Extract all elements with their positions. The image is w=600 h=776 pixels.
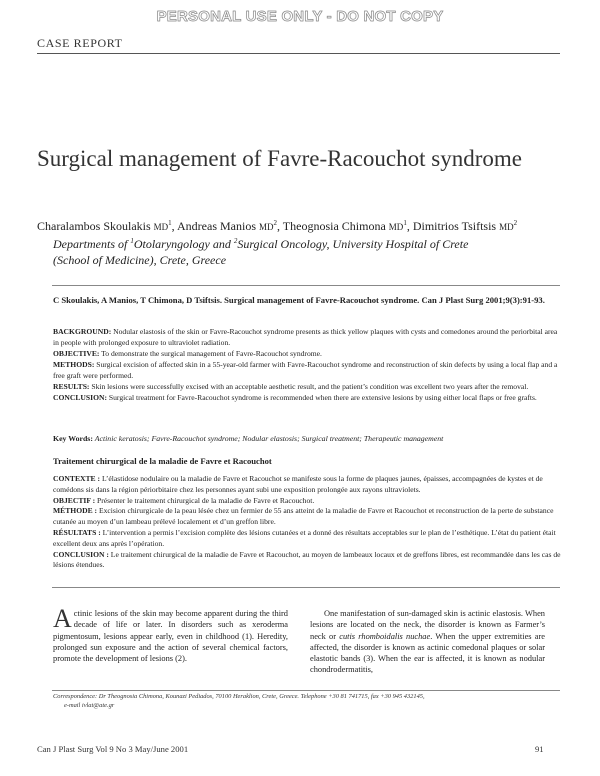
abstract-label: BACKGROUND: bbox=[53, 327, 112, 336]
body-text: One manifestation of sun-damaged skin is actinic elastosis. When lesions are located on the neck, the disorder is known as Farmer’s neck or bbox=[310, 609, 545, 641]
abstract-results bbox=[53, 381, 563, 392]
affiliation bbox=[53, 233, 563, 268]
abstract-text: Skin lesions were successfully excised with an acceptable aesthetic result, and the patient’s condition was excellent two years after the removal. bbox=[89, 382, 529, 391]
footer-journal: Can J Plast Surg Vol 9 No 3 May/June 2001 bbox=[37, 744, 189, 754]
body-text: ctinic lesions of the skin may become apparent during the third decade of life or later. In disorders such as xeroderma pigmentosum, lesions appear early, even in childhood (1). Heredity, prolonged sun exposure and the action of several chemical factors, promote the development of lesions (2). bbox=[53, 609, 288, 664]
author-degree: MD bbox=[153, 222, 169, 232]
author-affil-marker: 2 bbox=[513, 219, 518, 227]
affiliation-dept: Surgical Oncology, University Hospital of Crete bbox=[237, 237, 469, 251]
keywords-text: Actinic keratosis; Favre-Racouchot syndrome; Nodular elastosis; Surgical treatment; Therapeutic management bbox=[92, 434, 444, 443]
author-name: , Andreas Manios bbox=[171, 219, 256, 233]
body-text: . When the upper extremities are affected, the disorder is known as actinic comedonal plaques or solar elastotic bands (3). When the ear is affected, it is known as nodular chondrodermatitis, bbox=[310, 631, 545, 675]
abstract-objective bbox=[53, 348, 563, 359]
author-degree: MD bbox=[259, 222, 274, 232]
abstract-methods bbox=[53, 359, 563, 381]
abstract-label: METHODS: bbox=[53, 360, 95, 369]
author-name: Charalambos Skoulakis bbox=[37, 219, 151, 233]
fr-text: Présenter le traitement chirurgical de la maladie de Favre et Racouchot. bbox=[95, 495, 315, 505]
author-affil-marker: 1 bbox=[168, 219, 172, 227]
correspondence-rule bbox=[52, 690, 560, 691]
abstract-label: OBJECTIVE: bbox=[53, 349, 100, 358]
fr-text: L’élastidose nodulaire ou la maladie de Favre et Racouchot se manifeste sous la forme de plaques jaunes, épaisses, accompagnées de kystes et de comédons sis dans la région périorbitaire chez les personnes ayant subi une exposition prolongée aux rayons ultraviolets. bbox=[53, 474, 543, 494]
body-paragraph bbox=[53, 604, 288, 664]
body-column-right bbox=[310, 608, 545, 676]
abstract-text: Surgical treatment for Favre-Racouchot syndrome is recommended when there are extensive lesions by using either local flaps or free grafts. bbox=[107, 393, 537, 402]
article-title: Surgical management of Favre-Racouchot syndrome bbox=[37, 146, 522, 171]
french-abstract bbox=[53, 474, 563, 571]
english-abstract bbox=[53, 326, 563, 403]
fr-methode bbox=[53, 506, 563, 528]
page-number: 91 bbox=[535, 744, 544, 754]
fr-label: CONCLUSION : bbox=[53, 549, 109, 559]
author-name: , Theognosia Chimona bbox=[277, 219, 386, 233]
affiliation-marker: 1 bbox=[130, 237, 134, 245]
fr-objectif bbox=[53, 496, 563, 507]
affiliation-dept: Otolaryngology and bbox=[133, 237, 234, 251]
french-title: Traitement chirurgical de la maladie de Favre et Racouchot bbox=[53, 456, 272, 466]
abstract-text: To demonstrate the surgical management of Favre-Racouchot syndrome. bbox=[99, 349, 322, 358]
fr-label: MÉTHODE : bbox=[53, 506, 98, 516]
fr-text: L’intervention a permis l’excision complète des lésions cutanées et a donné des résultats acceptables sur le plan de l’esthétique. L’état du patient était excellent deux ans après l’opération. bbox=[53, 527, 556, 548]
author-degree: MD bbox=[388, 222, 404, 232]
correspondence bbox=[53, 692, 563, 710]
drop-cap: A bbox=[53, 604, 72, 633]
keywords bbox=[53, 433, 563, 444]
author-degree: MD bbox=[499, 222, 514, 232]
abstract-label: CONCLUSION: bbox=[53, 393, 108, 402]
body-italic: cutis rhomboidalis nuchae bbox=[339, 631, 431, 641]
author-name: , Dimitrios Tsiftsis bbox=[406, 219, 497, 233]
fr-resultats bbox=[53, 528, 563, 550]
affiliation-school: (School of Medicine), Crete, Greece bbox=[53, 253, 227, 267]
body-paragraph bbox=[310, 608, 545, 676]
header-rule bbox=[37, 53, 560, 54]
body-rule bbox=[52, 587, 560, 588]
watermark: PERSONAL USE ONLY - DO NOT COPY bbox=[156, 8, 444, 25]
correspondence-line: Correspondence: Dr Theognosia Chimona, Kounazi Pediados, 70100 Heraklion, Crete, Greece. Telephone +30 81 741715, fax +30 945 432145, bbox=[53, 693, 425, 700]
fr-contexte bbox=[53, 474, 563, 496]
correspondence-email[interactable]: e-mail ivlat@ate.gr bbox=[64, 702, 115, 709]
abstract-text: Nodular elastosis of the skin or Favre-Racouchot syndrome presents as thick yellow plaques with cysts and comedones around the periorbital area in people with prolonged exposure to ultraviolet radiation. bbox=[53, 327, 558, 347]
keywords-label: Key Words: bbox=[53, 434, 93, 443]
author-affil-marker: 2 bbox=[273, 219, 278, 227]
author-affil-marker: 1 bbox=[403, 219, 407, 227]
fr-label: RÉSULTATS : bbox=[53, 527, 101, 537]
abstract-text: Surgical excision of affected skin in a 55-year-old farmer with Favre-Racouchot syndrome and reconstruction of skin defects by using a local flap and a free graft were performed. bbox=[53, 360, 558, 380]
fr-text: Excision chirurgicale de la peau lésée chez un fermier de 55 ans atteint de la maladie de Favre et Racouchot et reconstruction de la perte de substance cutanée au moyen d’un lambeau prélevé localement et d’un greffon libre. bbox=[53, 506, 554, 527]
abstract-label: RESULTS: bbox=[53, 382, 90, 391]
fr-conclusion bbox=[53, 550, 563, 572]
affiliation-prefix: Departments of bbox=[53, 237, 131, 251]
section-label: CASE REPORT bbox=[37, 36, 123, 50]
citation: C Skoulakis, A Manios, T Chimona, D Tsiftsis. Surgical management of Favre-Racouchot syndrome. Can J Plast Surg 2001;9(3):91-93. bbox=[53, 295, 545, 305]
abstract-rule bbox=[52, 285, 560, 286]
affiliation-marker: 2 bbox=[233, 237, 238, 245]
fr-text: Le traitement chirurgical de la maladie de Favre et Racouchot, au moyen de lambeaux locaux et de greffons libres, est recommandée dans les cas de lésions étendues. bbox=[53, 549, 561, 570]
fr-label: CONTEXTE : bbox=[53, 474, 101, 483]
body-column-left bbox=[53, 604, 288, 664]
fr-label: OBJECTIF : bbox=[53, 495, 96, 505]
abstract-background bbox=[53, 326, 563, 348]
abstract-conclusion bbox=[53, 392, 563, 403]
